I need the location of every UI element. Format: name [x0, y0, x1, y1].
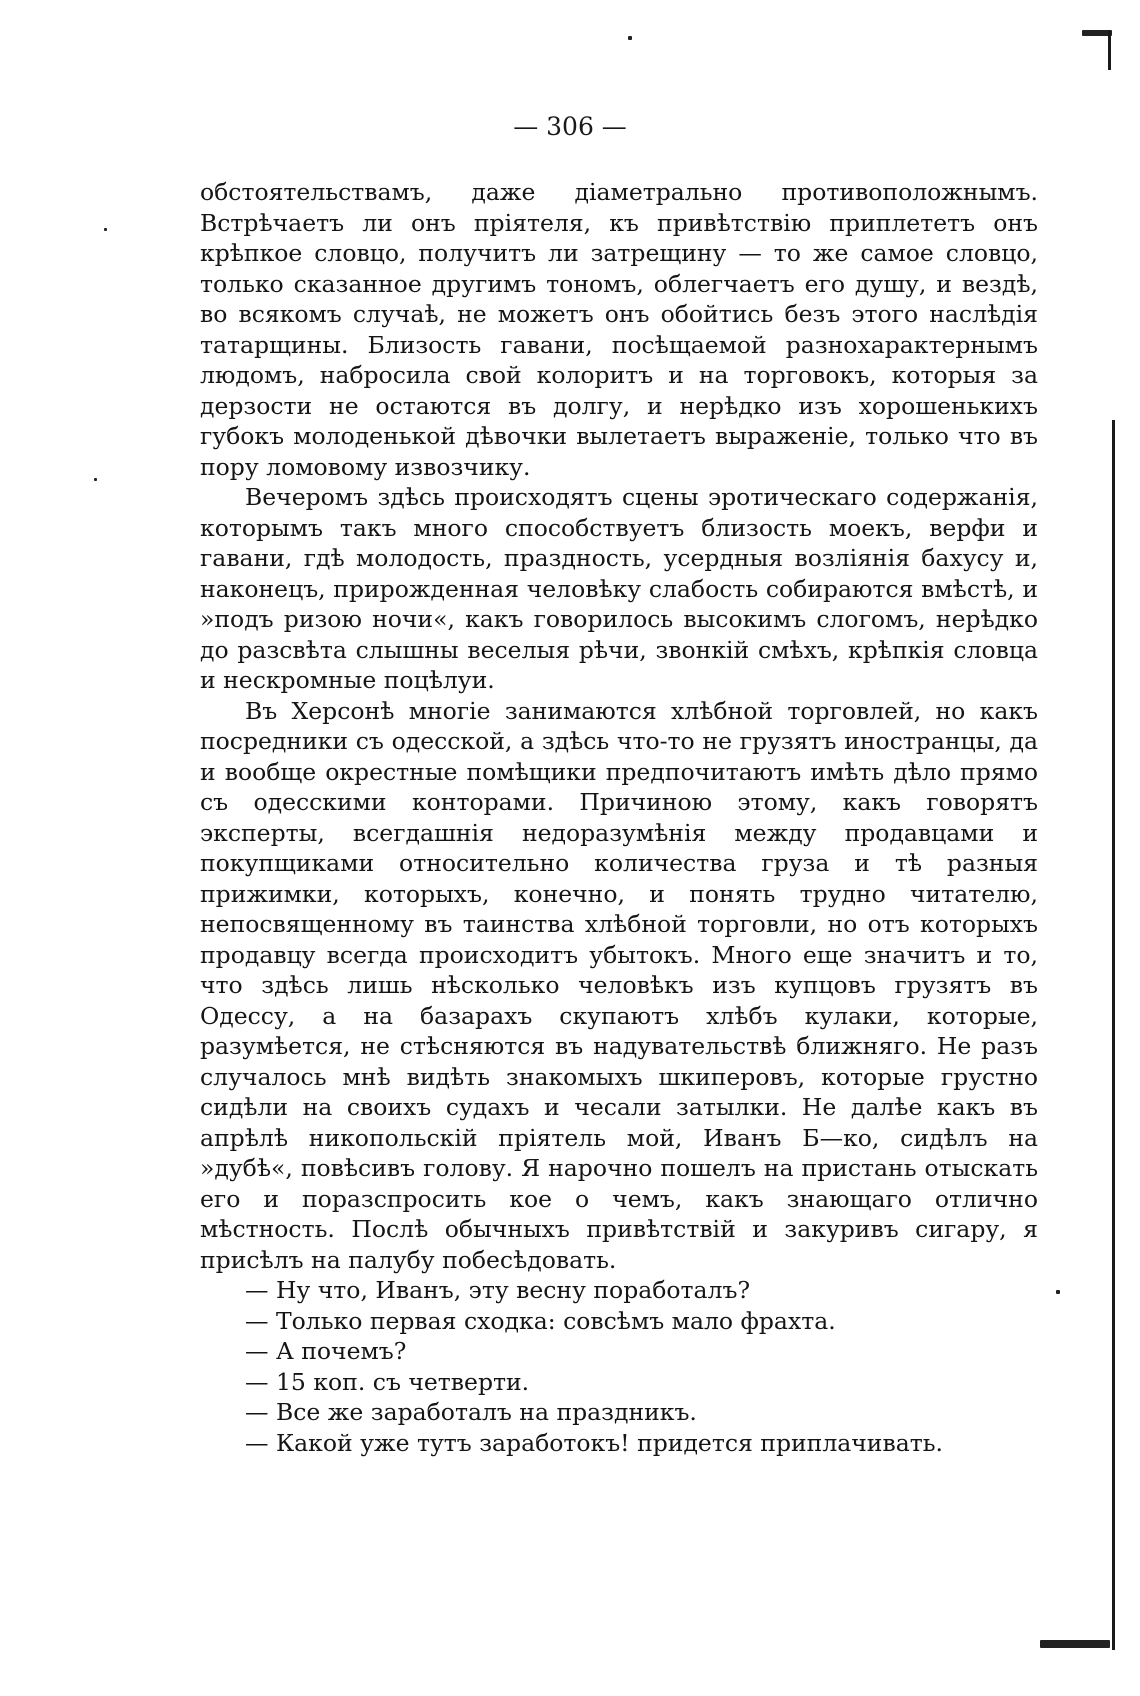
scan-speck — [1056, 1290, 1060, 1294]
dialogue-line-6: — Какой уже тутъ заработокъ! придется приплачивать. — [245, 1428, 943, 1457]
paragraph-1: обстоятельствамъ, даже діаметрально противоположнымъ. Встрѣчаетъ ли онъ пріятеля, къ привѣтствію приплететъ онъ крѣпкое словцо, получитъ ли затрещину — то же самое словцо, только сказанное другимъ тономъ, облегчаетъ его душу, и вездѣ, во всякомъ случаѣ, не можетъ онъ обойтись безъ этого наслѣдія татарщины. Близость гавани, посѣщаемой разнохарактернымъ людомъ, набросила свой колоритъ и на торговокъ, которыя за дерзости не остаются въ долгу, и нерѣдко изъ хорошенькихъ губокъ молоденькой дѣвочки вылетаетъ выраженіе, только что въ пору ломовому извозчику. — [200, 178, 1038, 481]
scan-speck — [104, 228, 107, 231]
scan-speck — [1040, 1640, 1110, 1648]
dialogue-line-1: — Ну что, Иванъ, эту весну поработалъ? — [245, 1276, 751, 1304]
scan-speck — [628, 36, 632, 40]
paragraph-2: Вечеромъ здѣсь происходятъ сцены эротическаго содержанія, которымъ такъ много способствуетъ близость моекъ, верфи и гавани, гдѣ молодость, праздность, усердныя возліянія бахусу и, наконецъ, прирожденная человѣку слабость собираются вмѣстѣ, и »подъ ризою ночи«, какъ говорилось высокимъ слогомъ, нерѣдко до разсвѣта слышны веселыя рѣчи, звонкій смѣхъ, крѣпкія словца и нескромные поцѣлуи. — [200, 483, 1038, 694]
page-edge-mark — [1108, 30, 1111, 70]
paragraph-3: Въ Херсонѣ многіе занимаются хлѣбной торговлей, но какъ посредники съ одесской, а здѣсь что-то не грузятъ иностранцы, да и вообще окрестные помѣщики предпочитаютъ имѣть дѣло прямо съ одесскими конторами. Причиною этому, какъ говорятъ эксперты, всегдашнія недоразумѣнія между продавцами и покупщиками относительно количества груза и тѣ разныя прижимки, которыхъ, конечно, и понять трудно читателю, непосвященному въ таинства хлѣбной торговли, но отъ которыхъ продавцу всегда происходитъ убытокъ. Много еще значитъ и то, что здѣсь лишь нѣсколько человѣкъ изъ купцовъ грузятъ въ Одессу, а на базарахъ скупаютъ хлѣбъ кулаки, которые, разумѣется, не стѣсняются въ надувательствѣ ближняго. Не разъ случалось мнѣ видѣть знакомыхъ шкиперовъ, которые грустно сидѣли на своихъ судахъ и чесали затылки. Не далѣе какъ въ апрѣлѣ никопольскій пріятель мой, Иванъ Б—ко, сидѣлъ на »дубѣ«, повѣсивъ голову. Я нарочно пошелъ на пристань отыскать его и поразспросить кое о чемъ, какъ знающаго отлично мѣстность. Послѣ обычныхъ привѣтствій и закуривъ сигару, я присѣлъ на палубу побесѣдовать. — [200, 696, 1038, 1274]
dialogue-line-5: — Все же заработалъ на праздникъ. — [245, 1398, 697, 1426]
dialogue-line-4: — 15 коп. съ четверти. — [245, 1367, 530, 1396]
text-body — [200, 177, 1038, 1458]
dialogue-line-2: — Только первая сходка: совсѣмъ мало фрахта. — [245, 1306, 836, 1335]
dialogue-line-3: — А почемъ? — [245, 1337, 407, 1365]
page-edge-mark — [1112, 420, 1115, 1650]
page-number: — 306 — — [513, 112, 627, 141]
scan-speck — [94, 478, 97, 481]
